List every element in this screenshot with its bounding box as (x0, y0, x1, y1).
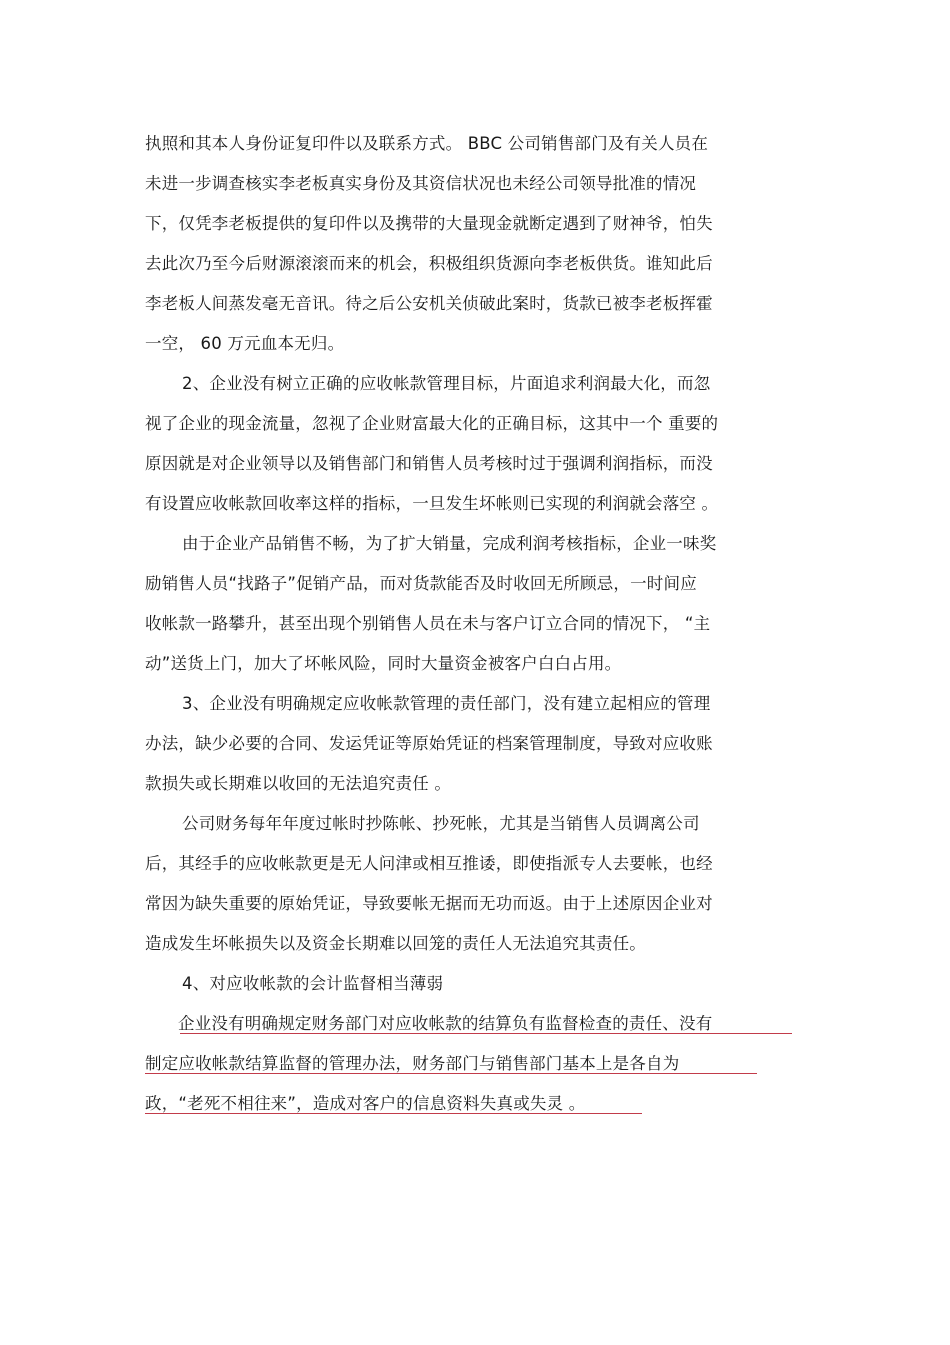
underline-mark (180, 1033, 792, 1034)
underline-mark (145, 1073, 757, 1074)
text-line: 执照和其本人身份证复印件以及联系方式。 BBC 公司销售部门及有关人员在 (145, 134, 709, 153)
text-line: 一空， 60 万元血本无归。 (145, 334, 345, 353)
text-line: 有设置应收帐款回收率这样的指标，一旦发生坏帐则已实现的利润就会落空 。 (145, 494, 719, 513)
text-line: 后，其经手的应收帐款更是无人问津或相互推诿，即使指派专人去要帐，也经 (145, 854, 713, 873)
text-line: 收帐款一路攀升，甚至出现个别销售人员在未与客户订立合同的情况下， “主 (145, 614, 711, 633)
text-line: 李老板人间蒸发毫无音讯。待之后公安机关侦破此案时，货款已被李老板挥霍 (145, 294, 713, 313)
text-line: 未进一步调查核实李老板真实身份及其资信状况也未经公司领导批准的情况 (145, 174, 697, 193)
text-line: 常因为缺失重要的原始凭证，导致要帐无据而无功而返。由于上述原因企业对 (145, 894, 713, 913)
text-line: 动”送货上门，加大了坏帐风险，同时大量资金被客户白白占用。 (145, 654, 622, 673)
underline-mark (145, 1113, 642, 1114)
text-line: 造成发生坏帐损失以及资金长期难以回笼的责任人无法追究其责任。 (145, 934, 646, 953)
underlined-text-line: 企业没有明确规定财务部门对应收帐款的结算负有监督检查的责任、没有 (178, 1014, 713, 1033)
text-line: 原因就是对企业领导以及销售部门和销售人员考核时过于强调利润指标，而没 (145, 454, 713, 473)
text-line: 励销售人员“找路子”促销产品，而对货款能否及时收回无所顾忌，一时间应 (145, 574, 697, 593)
text-line: 去此次乃至今后财源滚滚而来的机会，积极组织货源向李老板供货。谁知此后 (145, 254, 713, 273)
section-heading: 3、企业没有明确规定应收帐款管理的责任部门，没有建立起相应的管理 (182, 694, 711, 713)
text-line: 下，仅凭李老板提供的复印件以及携带的大量现金就断定遇到了财神爷，怕失 (145, 214, 713, 233)
paragraph-start: 由于企业产品销售不畅，为了扩大销量，完成利润考核指标，企业一味奖 (182, 534, 717, 553)
underlined-text-line: 制定应收帐款结算监督的管理办法，财务部门与销售部门基本上是各自为 (145, 1054, 680, 1073)
text-line: 视了企业的现金流量，忽视了企业财富最大化的正确目标，这其中一个 重要的 (145, 414, 719, 433)
text-line: 办法，缺少必要的合同、发运凭证等原始凭证的档案管理制度，导致对应收账 (145, 734, 713, 753)
section-heading: 2、企业没有树立正确的应收帐款管理目标，片面追求利润最大化，而忽 (182, 374, 711, 393)
underlined-text-line: 政，“老死不相往来”，造成对客户的信息资料失真或失灵 。 (145, 1094, 586, 1113)
paragraph-start: 公司财务每年年度过帐时抄陈帐、抄死帐，尤其是当销售人员调离公司 (182, 814, 700, 833)
section-heading: 4、对应收帐款的会计监督相当薄弱 (182, 974, 444, 993)
text-line: 款损失或长期难以收回的无法追究责任 。 (145, 774, 452, 793)
